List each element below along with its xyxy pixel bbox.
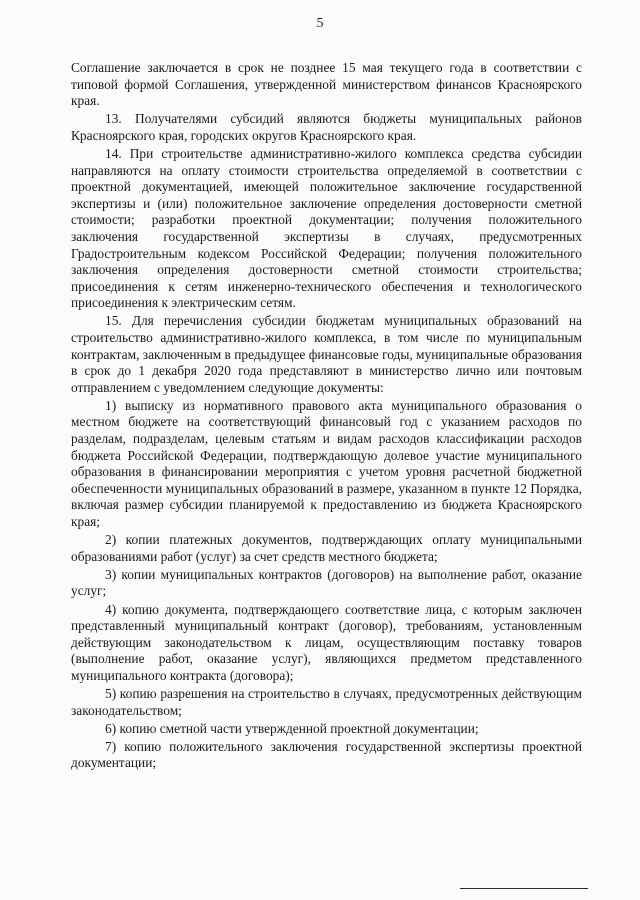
- list-item-5: 5) копию разрешения на строительство в случаях, предусмотренных действующим законодательством;: [71, 685, 582, 718]
- footer-divider: [460, 888, 588, 889]
- paragraph-agreement-deadline: Соглашение заключается в срок не позднее 15 мая текущего года в соответствии с типовой формой Соглашения, утвержденной министерством финансов Красноярского края.: [71, 60, 582, 109]
- document-body: [71, 60, 582, 773]
- list-item-4: 4) копию документа, подтверждающего соответствие лица, с которым заключен представленный муниципальный контракт (договор), требованиям, установленным действующим законодательством к лицам, осуществляющим поставку товаров (выполнение работ, оказание услуг), являющихся предметом представленного муниципального контракта (договора);: [71, 601, 582, 683]
- page-number: 5: [316, 16, 324, 31]
- paragraph-13: 13. Получателями субсидий являются бюджеты муниципальных районов Красноярского края, городских округов Красноярского края.: [71, 111, 582, 143]
- paragraph-14: 14. При строительстве административно-жилого комплекса средства субсидии направляются на оплату стоимости строительства определяемой в соответствии с проектной документацией, имеющей положительное заключение государственной экспертизы и (или) положительное заключение определения достоверности сметной стоимости; разработки проектной документации; получения положительного заключения государственной экспертизы в случаях, предусмотренных Градостроительным кодексом Российской Федерации; получения положительного заключения определения достоверности сметной стоимости строительства; присоединения к сетям инженерно-технического обеспечения и технологического присоединения к электрическим сетям.: [71, 145, 582, 311]
- list-item-2: 2) копии платежных документов, подтверждающих оплату муниципальными образованиями работ (услуг) за счет средств местного бюджета;: [71, 532, 582, 564]
- list-item-1: 1) выписку из нормативного правового акта муниципального образования о местном бюджете на соответствующий финансовый год с указанием расходов по разделам, подразделам, целевым статьям и видам расходов классификации расходов бюджета Российской Федерации, подтверждающую долевое участие муниципального образования в финансировании мероприятия с учетом уровня расчетной бюджетной обеспеченности муниципальных образований в размере, указанном в пункте 12 Порядка, включая размер субсидии планируемой к предоставлению из бюджета Красноярского края;: [71, 397, 582, 530]
- list-item-7: 7) копию положительного заключения государственной экспертизы проектной документации;: [71, 738, 582, 771]
- list-item-6: 6) копию сметной части утвержденной проектной документации;: [105, 720, 479, 736]
- list-item-3: 3) копии муниципальных контрактов (договоров) на выполнение работ, оказание услуг;: [71, 566, 582, 599]
- paragraph-15: 15. Для перечисления субсидии бюджетам муниципальных образований на строительство административно-жилого комплекса, в том числе по муниципальным контрактам, заключенным в предыдущее финансовые годы, муниципальные образования в срок до 1 декабря 2020 года представляют в министерство лично или почтовым отправлением с уведомлением следующие документы:: [71, 313, 582, 395]
